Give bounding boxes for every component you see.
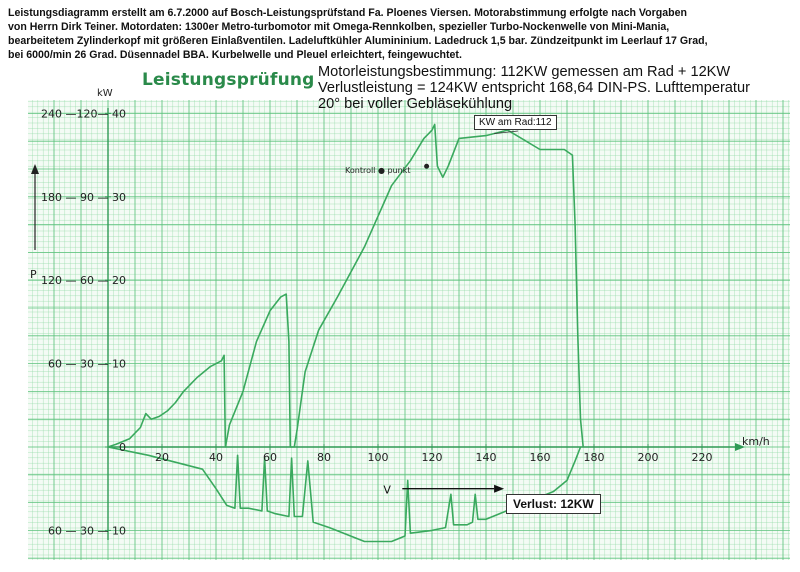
x-tick-label: 80 xyxy=(317,451,331,464)
result-annotation xyxy=(318,64,798,112)
control-point-marker xyxy=(424,164,429,169)
chart-title: Leistungsprüfung xyxy=(142,70,315,90)
x-axis-label: km/h xyxy=(742,435,770,448)
description-line: bei 6000/min 26 Grad. Düsennadel BBA. Kurbelwelle und Pleuel erleichtert, feingewuchtet. xyxy=(8,49,462,61)
y-tick-label: 60 — 30 — 10 xyxy=(48,524,126,538)
x-tick-label: 220 xyxy=(691,451,713,464)
x-tick-label: 20 xyxy=(155,451,169,464)
description-line: von Herrn Dirk Teiner. Motordaten: 1300er Metro-turbomotor mit Omega-Rennkolben, spezieller Turbo-Nockenwelle von Mini-Mania, xyxy=(8,21,670,33)
x-tick-label: 180 xyxy=(583,451,605,464)
y-unit-label: kW xyxy=(97,88,113,99)
annotation-line: Motorleistungsbestimmung: 112KW gemessen am Rad + 12KW xyxy=(318,64,731,80)
y-tick-label: 120 — 60 — 20 xyxy=(41,274,126,288)
control-point-label: Kontroll ● punkt xyxy=(345,166,411,175)
description-line: Leistungsdiagramm erstellt am 6.7.2000 auf Bosch-Leistungsprüfstand Fa. Ploenes Viersen. Motorabstimmung erfolgte nach Vorgaben xyxy=(8,7,687,19)
x-tick-label: 160 xyxy=(529,451,551,464)
x-tick-label: 120 xyxy=(421,451,443,464)
description-line: bearbeitetem Zylinderkopf mit größeren Einlaßventilen. Ladeluftkühler Alumininium. Ladedruck 1,5 bar. Zündzeitpunkt im Leerlauf 17 Grad, xyxy=(8,35,708,47)
wheel-power-label: KW am Rad:112 xyxy=(474,115,557,130)
loss-power-label: Verlust: 12KW xyxy=(506,494,601,514)
x-tick-label: 40 xyxy=(209,451,223,464)
y-tick-label: 60 — 30 — 10 xyxy=(48,357,126,371)
y-tick-label: 240 —120— 40 xyxy=(41,107,126,121)
annotation-line: 20° bei voller Gebläsekühlung xyxy=(318,96,513,112)
x-tick-label: 140 xyxy=(475,451,497,464)
y-axis-label: P xyxy=(30,268,37,281)
loss-label: V xyxy=(383,483,391,497)
x-tick-label: 200 xyxy=(637,451,659,464)
y-tick-label: 0 xyxy=(119,441,126,454)
y-tick-label: 180 — 90 — 30 xyxy=(41,190,126,204)
annotation-line: Verlustleistung = 124KW entspricht 168,64 DIN-PS. Lufttemperatur xyxy=(318,80,750,96)
x-tick-label: 100 xyxy=(367,451,389,464)
x-tick-label: 60 xyxy=(263,451,277,464)
